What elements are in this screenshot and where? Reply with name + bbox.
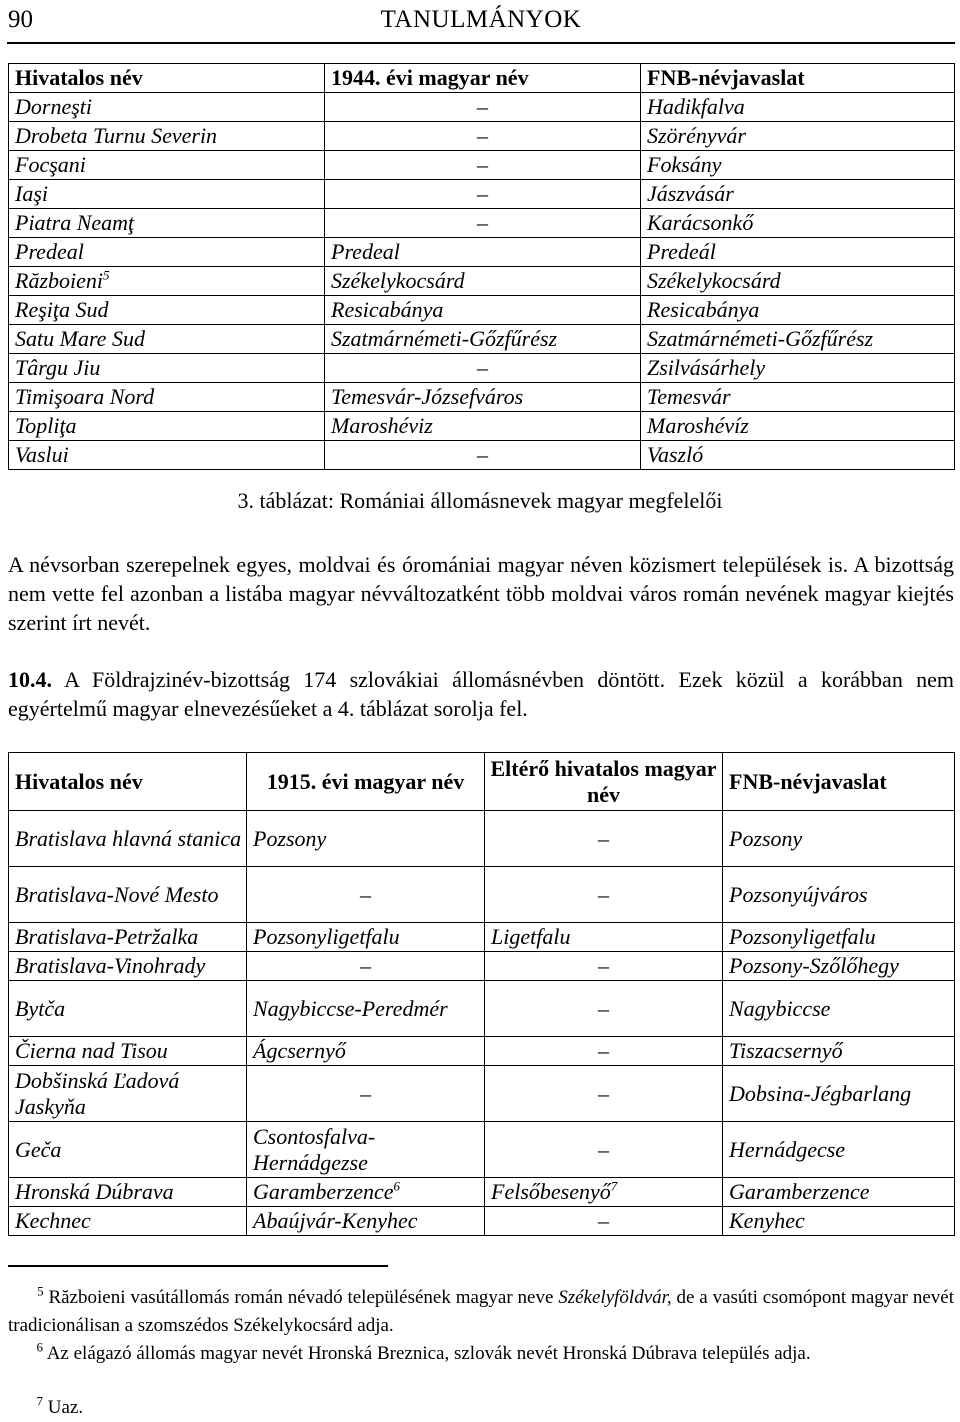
name-1915-cell: – [247,952,485,981]
name-1915-cell: Abaújvár-Kenyhec [247,1207,485,1236]
official-name-cell: Bratislava-Nové Mesto [9,867,247,923]
table-row [9,238,955,267]
table-row [9,867,955,923]
table-row [9,325,955,354]
paragraph-1: A névsorban szerepelnek egyes, moldvai és óromániai magyar néven közismert települések is. A bizottság nem vette fel azonban a listába magyar névváltozatként több moldvai város román nevének magyar kiejtés szerint írt nevét. [8,552,954,635]
table-row [9,1122,955,1178]
footnote-text: Uaz. [47,1397,84,1418]
table-row [9,267,955,296]
footnote-italic-text: Székelyföldvár, [558,1287,672,1308]
alt-official-name-cell: – [485,952,723,981]
fnb-proposal-cell: Szatmárnémeti-Gőzfűrész [641,325,955,354]
name-1915-cell: – [247,1066,485,1122]
column-header: Eltérő hivatalos magyar név [485,753,723,811]
footnote-number: 7 [36,1393,43,1409]
section-title: TANULMÁNYOK [380,6,582,33]
name-1944-cell: Temesvár-Józsefváros [325,383,641,412]
table-3-caption: 3. táblázat: Romániai állomásnevek magyar megfelelői [237,488,723,513]
name-1915-cell: Pozsony [247,811,485,867]
official-name-cell: Focşani [9,151,325,180]
name-1944-cell: Resicabánya [325,296,641,325]
official-name-cell: Bratislava-Vinohrady [9,952,247,981]
fnb-proposal-cell: Predeál [641,238,955,267]
fnb-proposal-cell: Maroshévíz [641,412,955,441]
official-name-cell [9,267,325,296]
footnote-5 [8,1284,954,1340]
official-name-cell: Vaslui [9,441,325,470]
official-name-cell: Čierna nad Tisou [9,1037,247,1066]
fnb-proposal-cell: Garamberzence [723,1178,955,1207]
name-1915-cell: Csontosfalva-Hernádgezse [247,1122,485,1178]
table-row [9,296,955,325]
table-row [9,354,955,383]
fnb-proposal-cell: Nagybiccse [723,981,955,1037]
page-number: 90 [8,6,33,33]
table-4 [8,752,955,1236]
name-1915-cell: Ágcsernyő [247,1037,485,1066]
name-1915-cell [247,1178,485,1207]
name-1915-cell: Pozsonyligetfalu [247,923,485,952]
paragraph-2-text: A Földrajzinév-bizottság 174 szlovákiai állomásnévben döntött. Ezek közül a korábban nem egyértelmű magyar elnevezésűeket a 4. táblázat sorolja fel. [8,667,954,721]
footnote-7 [8,1394,954,1422]
official-name-cell: Satu Mare Sud [9,325,325,354]
footnote-number: 5 [37,1283,44,1299]
fnb-proposal-cell: Székelykocsárd [641,267,955,296]
official-name-cell: Predeal [9,238,325,267]
name-1944-cell: Szatmárnémeti-Gőzfűrész [325,325,641,354]
fnb-proposal-cell: Hernádgecse [723,1122,955,1178]
fnb-proposal-cell: Resicabánya [641,296,955,325]
column-header: FNB-névjavaslat [723,753,955,811]
table-row [9,122,955,151]
footnote-ref-6: 6 [393,1178,401,1194]
official-name-cell: Drobeta Turnu Severin [9,122,325,151]
name-1944-cell: Székelykocsárd [325,267,641,296]
official-name-cell: Iaşi [9,180,325,209]
name-1944-cell: – [325,354,641,383]
official-name-cell: Reşiţa Sud [9,296,325,325]
footnote-text: Az elágazó állomás magyar nevét Hronská Breznica, szlovák nevét Hronská Dúbrava település adja. [46,1343,811,1364]
fnb-proposal-cell: Vaszló [641,441,955,470]
table-row [9,923,955,952]
official-name-cell: Târgu Jiu [9,354,325,383]
official-name-cell: Bytča [9,981,247,1037]
name-1944-cell: – [325,93,641,122]
alt-official-name-cell: – [485,811,723,867]
fnb-proposal-cell: Tiszacsernyő [723,1037,955,1066]
table-row [9,1207,955,1236]
table-row [9,412,955,441]
running-header [8,4,954,40]
fnb-proposal-cell: Dobsina-Jégbarlang [723,1066,955,1122]
official-name-cell: Bratislava hlavná stanica [9,811,247,867]
fnb-proposal-cell: Pozsony-Szőlőhegy [723,952,955,981]
official-name-cell: Bratislava-Petržalka [9,923,247,952]
alt-official-name-cell: – [485,1037,723,1066]
table-row [9,93,955,122]
fnb-proposal-cell: Hadikfalva [641,93,955,122]
footnote-ref-5: 5 [103,267,110,283]
fnb-proposal-cell: Temesvár [641,383,955,412]
table-row [9,1178,955,1207]
official-name-cell: Geča [9,1122,247,1178]
column-header: FNB-névjavaslat [641,64,955,93]
fnb-proposal-cell: Zsilvásárhely [641,354,955,383]
official-name-cell: Hronská Dúbrava [9,1178,247,1207]
fnb-proposal-cell: Pozsonyújváros [723,867,955,923]
name-1944-cell: – [325,122,641,151]
table-3 [8,63,955,470]
official-name-cell: Piatra Neamţ [9,209,325,238]
footnote-text: de a vasúti csomópont magyar nevét tradicionálisan a szomszédos Székelykocsárd adja. [8,1287,955,1336]
footnote-6 [8,1340,954,1368]
section-number: 10.4. [8,667,52,692]
table-row [9,441,955,470]
alt-official-name-cell: – [485,1066,723,1122]
name-1944-cell: Predeal [325,238,641,267]
column-header: Hivatalos név [9,753,247,811]
header-rule [7,42,955,44]
table-row [9,151,955,180]
official-name-cell: Timişoara Nord [9,383,325,412]
alt-official-name-cell: – [485,867,723,923]
official-name-cell: Kechnec [9,1207,247,1236]
table-row [9,383,955,412]
name-1944-cell: Maroshéviz [325,412,641,441]
alt-official-name-cell: Ligetfalu [485,923,723,952]
name-1944-cell: – [325,441,641,470]
table-row [9,209,955,238]
fnb-proposal-cell: Pozsonyligetfalu [723,923,955,952]
alt-official-name-cell: – [485,1122,723,1178]
column-header: 1944. évi magyar név [325,64,641,93]
table-row [9,180,955,209]
official-name-cell: Topliţa [9,412,325,441]
alt-official-name-cell: – [485,1207,723,1236]
fnb-proposal-cell: Jászvásár [641,180,955,209]
paragraph-2 [8,665,954,723]
footnote-ref-7: 7 [610,1178,618,1194]
table-header-row [9,753,955,811]
table-row [9,981,955,1037]
name-1915-cell: Nagybiccse-Peredmér [247,981,485,1037]
fnb-proposal-cell: Kenyhec [723,1207,955,1236]
footnote-rule [8,1265,388,1267]
table-row [9,1066,955,1122]
fnb-proposal-cell: Foksány [641,151,955,180]
name-1944-cell: – [325,180,641,209]
official-name-cell: Dobšinská Ľadová Jaskyňa [9,1066,247,1122]
name-1915-cell: – [247,867,485,923]
column-header: 1915. évi magyar név [247,753,485,811]
alt-official-name-cell: – [485,981,723,1037]
fnb-proposal-cell: Pozsony [723,811,955,867]
name-1944-cell: – [325,151,641,180]
table-row [9,952,955,981]
alt-official-name-cell [485,1178,723,1207]
fnb-proposal-cell: Szörényvár [641,122,955,151]
table-header-row [9,64,955,93]
name-1915-text: Garamberzence [253,1179,394,1204]
column-header: Hivatalos név [9,64,325,93]
fnb-proposal-cell: Karácsonkő [641,209,955,238]
table-row [9,811,955,867]
official-name-text: Războieni [15,268,103,293]
official-name-cell: Dorneşti [9,93,325,122]
footnote-number: 6 [36,1339,43,1355]
alt-official-name-text: Felsőbesenyő [491,1179,611,1204]
table-row [9,1037,955,1066]
name-1944-cell: – [325,209,641,238]
footnote-text: Războieni vasútállomás román névadó településének magyar neve [48,1287,559,1308]
